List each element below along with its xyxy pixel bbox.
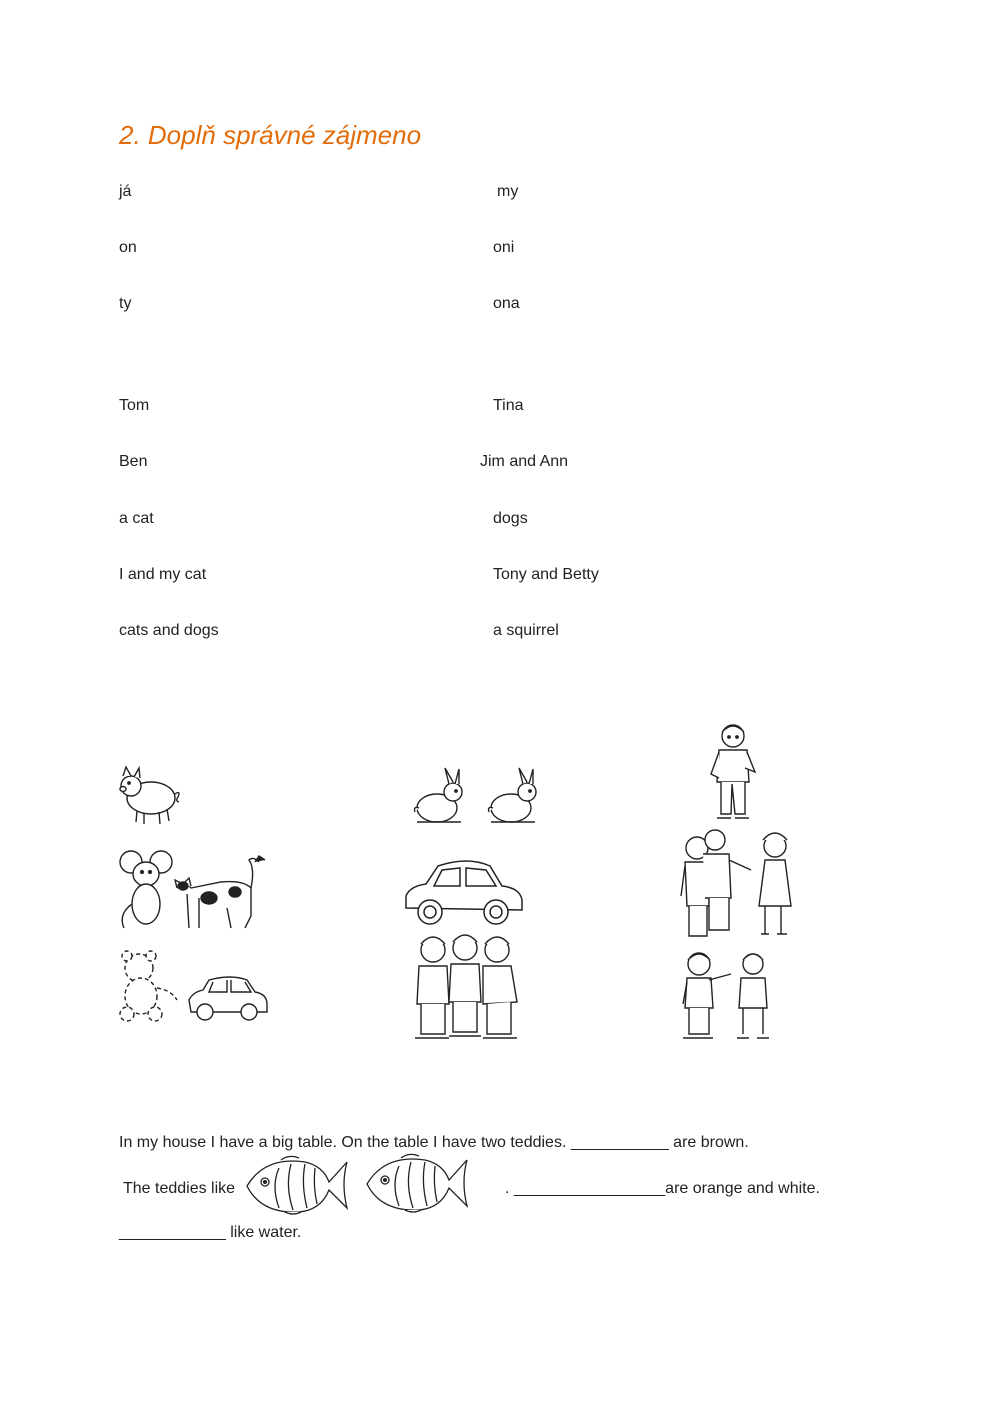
fish-icon-2[interactable]	[361, 1150, 471, 1216]
pig-icon[interactable]	[117, 764, 179, 830]
exercise-line-2-end: . _________________are orange and white.	[505, 1180, 820, 1197]
word-right-3: ona	[493, 295, 520, 312]
noun-right-2: Jim and Ann	[480, 453, 569, 470]
noun-left-5: cats and dogs	[119, 622, 219, 639]
noun-left-2: Ben	[119, 453, 148, 470]
exercise-line-1: In my house I have a big table. On the table I have two teddies. ___________ are brown.	[119, 1134, 749, 1151]
car-icon[interactable]	[402, 858, 524, 926]
teddy-and-car-icon[interactable]	[117, 950, 269, 1022]
exercise-line-3: ____________ like water.	[119, 1224, 302, 1241]
exercise-line-2-start: The teddies like	[123, 1180, 236, 1197]
two-boys-icon[interactable]	[679, 948, 775, 1042]
noun-right-5: a squirrel	[493, 622, 559, 639]
two-rabbits-icon[interactable]	[409, 764, 549, 828]
word-left-1: já	[119, 183, 132, 200]
three-children-icon[interactable]	[413, 932, 521, 1042]
noun-right-1: Tina	[493, 397, 524, 414]
noun-left-3: a cat	[119, 510, 154, 527]
mouse-and-cat-icon[interactable]	[117, 848, 263, 930]
word-right-2: oni	[493, 239, 515, 256]
noun-right-3: dogs	[493, 510, 528, 527]
noun-right-4: Tony and Betty	[493, 566, 599, 583]
page-title: 2. Doplň správné zájmeno	[119, 120, 422, 150]
word-left-3: ty	[119, 295, 132, 312]
word-left-2: on	[119, 239, 137, 256]
noun-left-1: Tom	[119, 397, 150, 414]
boy-pointing-at-girl-icon[interactable]	[679, 826, 803, 946]
noun-left-4: I and my cat	[119, 566, 207, 583]
word-right-1: my	[497, 183, 519, 200]
fish-icon-1[interactable]	[241, 1152, 351, 1218]
boy-icon[interactable]	[703, 720, 759, 824]
